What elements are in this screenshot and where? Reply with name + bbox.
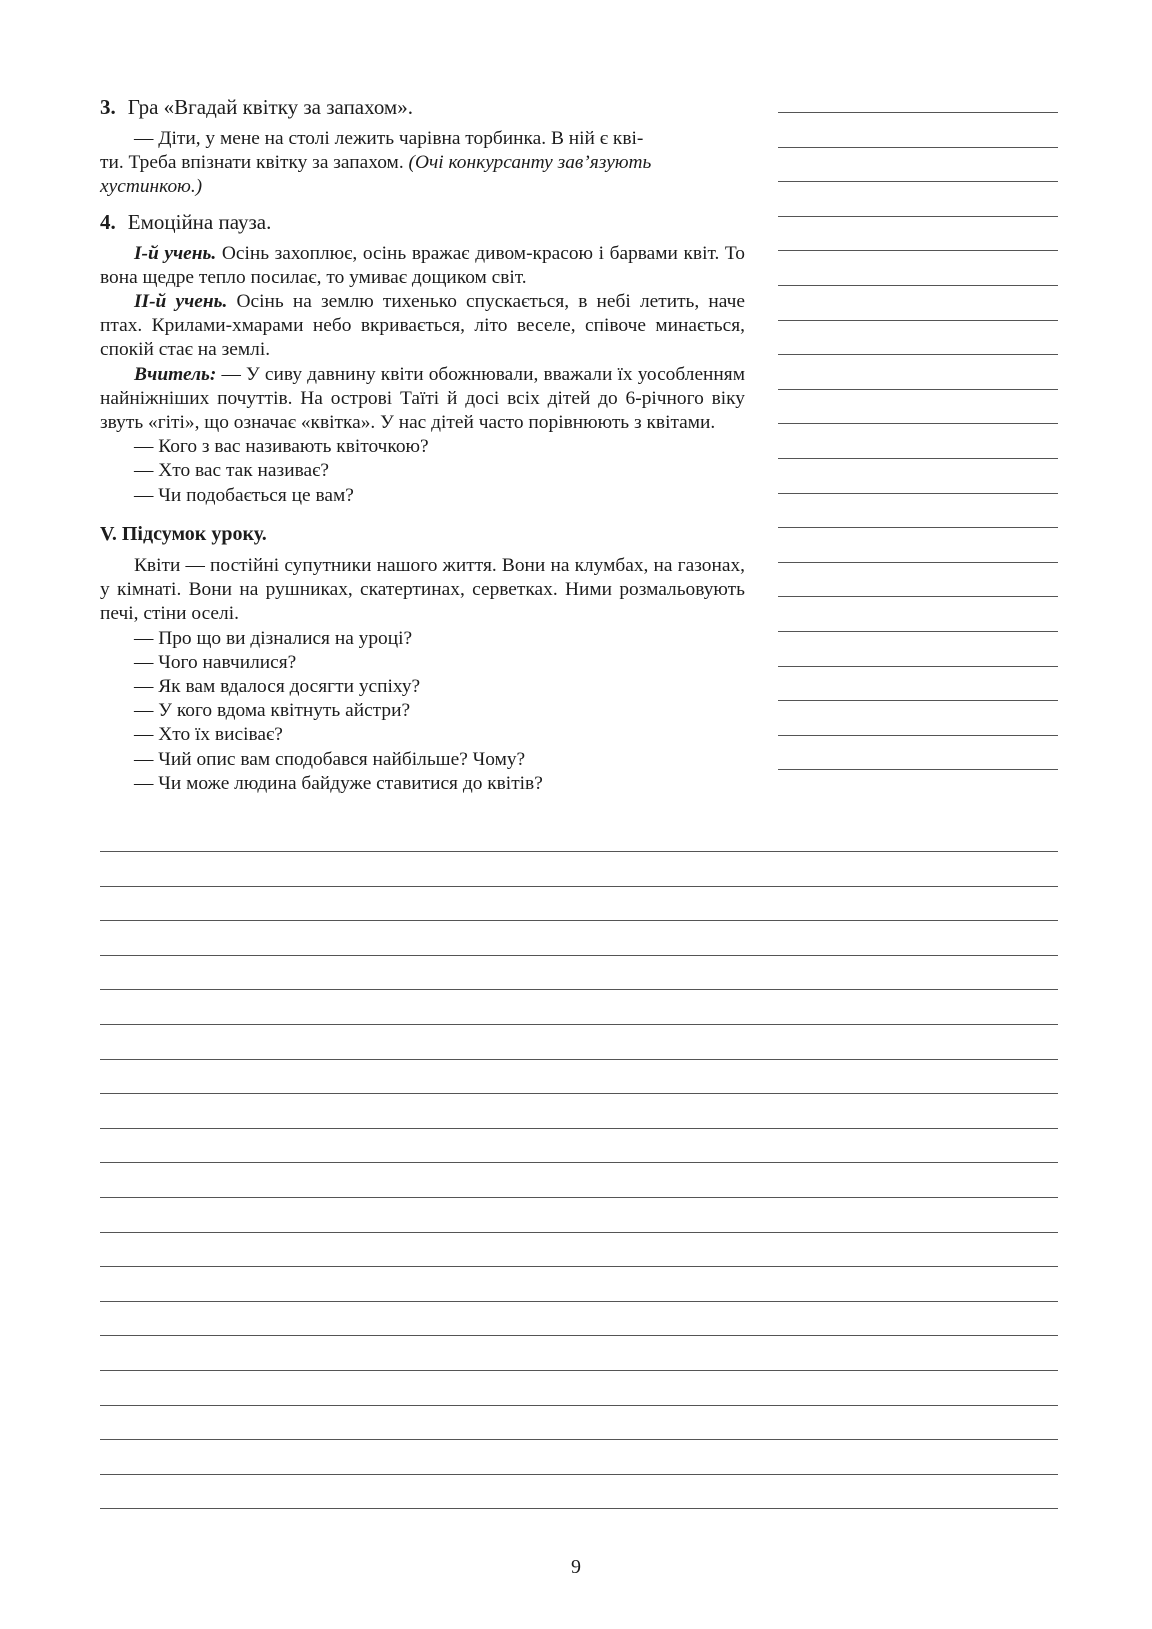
- section-4-number: 4.: [100, 209, 116, 234]
- summary-heading: V. Підсумок уроку.: [100, 522, 267, 545]
- margin-writing-line: [778, 735, 1058, 736]
- student-1-label: І-й учень.: [134, 242, 217, 264]
- summary-text: Квіти — постійні супутники нашого життя. Вони на клумбах, на газонах, у кімнаті. Вони на рушниках, скатертинах, серветках. Ними розмальовують печі, стіни оселі.: [100, 555, 745, 625]
- lesson-text: [100, 93, 745, 796]
- full-writing-line: [100, 851, 1058, 852]
- margin-writing-line: [778, 562, 1058, 563]
- student-1-speech: [100, 242, 745, 290]
- full-writing-line: [100, 1370, 1058, 1371]
- full-writing-line: [100, 1128, 1058, 1129]
- section-3-heading: [100, 93, 745, 121]
- full-writing-line: [100, 1301, 1058, 1302]
- margin-writing-line: [778, 700, 1058, 701]
- question-item: — Кого з вас називають квіточкою?: [134, 436, 429, 458]
- full-writing-line: [100, 1093, 1058, 1094]
- teacher-label: Вчитель:: [134, 363, 217, 385]
- section-4-title: Емоційна пауза.: [127, 209, 272, 234]
- page-number: 9: [571, 1556, 581, 1578]
- question-item: — Чи подобається це вам?: [134, 484, 354, 506]
- student-2-speech: [100, 290, 745, 363]
- instruction-line-2: ти. Треба впізнати квітку за запахом.: [100, 152, 404, 174]
- full-writing-line: [100, 1197, 1058, 1198]
- full-writing-line: [100, 886, 1058, 887]
- margin-writing-line: [778, 285, 1058, 286]
- instruction-note-1: (Очі конкурсанту зав’язують: [408, 152, 652, 174]
- full-writing-line: [100, 1059, 1058, 1060]
- full-writing-line: [100, 1024, 1058, 1025]
- question-item: — Чий опис вам сподобався найбільше? Чому?: [134, 748, 526, 770]
- teacher-speech: [100, 363, 745, 436]
- section-3-title: Гра «Вгадай квітку за запахом».: [127, 95, 413, 119]
- margin-writing-line: [778, 250, 1058, 251]
- margin-writing-line: [778, 216, 1058, 217]
- full-writing-line: [100, 1266, 1058, 1267]
- instruction-note-2: хустинкою.): [100, 176, 203, 198]
- section-3-instruction: [100, 127, 745, 200]
- teacher-text: — У сиву давнину квіти обожнювали, вважали їх уособленням найніжніших почуттів. На острові Таїті й досі всіх дітей до 6-річного віку звуть «гіті», що означає «квітка». У нас дітей часто порівнюють з квітами.: [100, 363, 745, 434]
- student-1-text: Осінь захоплює, осінь вражає дивом-красою і барвами квіт. То вона щедре тепло посилає, то умиває дощиком світ.: [100, 242, 745, 288]
- margin-writing-line: [778, 147, 1058, 148]
- student-2-text: Осінь на землю тихенько спускається, в небі летить, наче птах. Крилами-хмарами небо вкривається, літо веселе, співоче минається, спокій стає на землі.: [100, 291, 745, 361]
- full-writing-line: [100, 1335, 1058, 1336]
- full-writing-line: [100, 955, 1058, 956]
- margin-writing-line: [778, 631, 1058, 632]
- margin-writing-line: [778, 527, 1058, 528]
- margin-writing-line: [778, 320, 1058, 321]
- margin-writing-line: [778, 666, 1058, 667]
- margin-writing-line: [778, 458, 1058, 459]
- section-3-number: 3.: [100, 95, 116, 119]
- full-writing-line: [100, 1474, 1058, 1475]
- question-item: — Хто їх висіває?: [134, 724, 283, 746]
- margin-writing-line: [778, 181, 1058, 182]
- margin-writing-line: [778, 596, 1058, 597]
- question-item: — Про що ви дізналися на уроці?: [134, 627, 413, 649]
- instruction-line-1: — Діти, у мене на столі лежить чарівна торбинка. В ній є кві-: [134, 128, 644, 149]
- full-writing-line: [100, 1508, 1058, 1509]
- question-item: — У кого вдома квітнуть айстри?: [134, 700, 411, 722]
- question-item: — Хто вас так називає?: [134, 460, 330, 482]
- margin-writing-line: [778, 769, 1058, 770]
- full-writing-line: [100, 989, 1058, 990]
- full-writing-line: [100, 1232, 1058, 1233]
- margin-writing-line: [778, 389, 1058, 390]
- margin-writing-line: [778, 493, 1058, 494]
- margin-writing-line: [778, 423, 1058, 424]
- section-4-heading: [100, 208, 745, 236]
- margin-writing-line: [778, 112, 1058, 113]
- full-writing-line: [100, 1405, 1058, 1406]
- full-writing-line: [100, 920, 1058, 921]
- margin-writing-line: [778, 354, 1058, 355]
- question-item: — Чого навчилися?: [134, 651, 297, 673]
- question-item: — Як вам вдалося досягти успіху?: [134, 676, 421, 698]
- question-item: — Чи може людина байдуже ставитися до квітів?: [134, 772, 543, 794]
- full-writing-line: [100, 1162, 1058, 1163]
- student-2-label: ІІ-й учень.: [134, 291, 228, 313]
- full-writing-line: [100, 1439, 1058, 1440]
- instruction-line-2-wrap: [100, 151, 651, 175]
